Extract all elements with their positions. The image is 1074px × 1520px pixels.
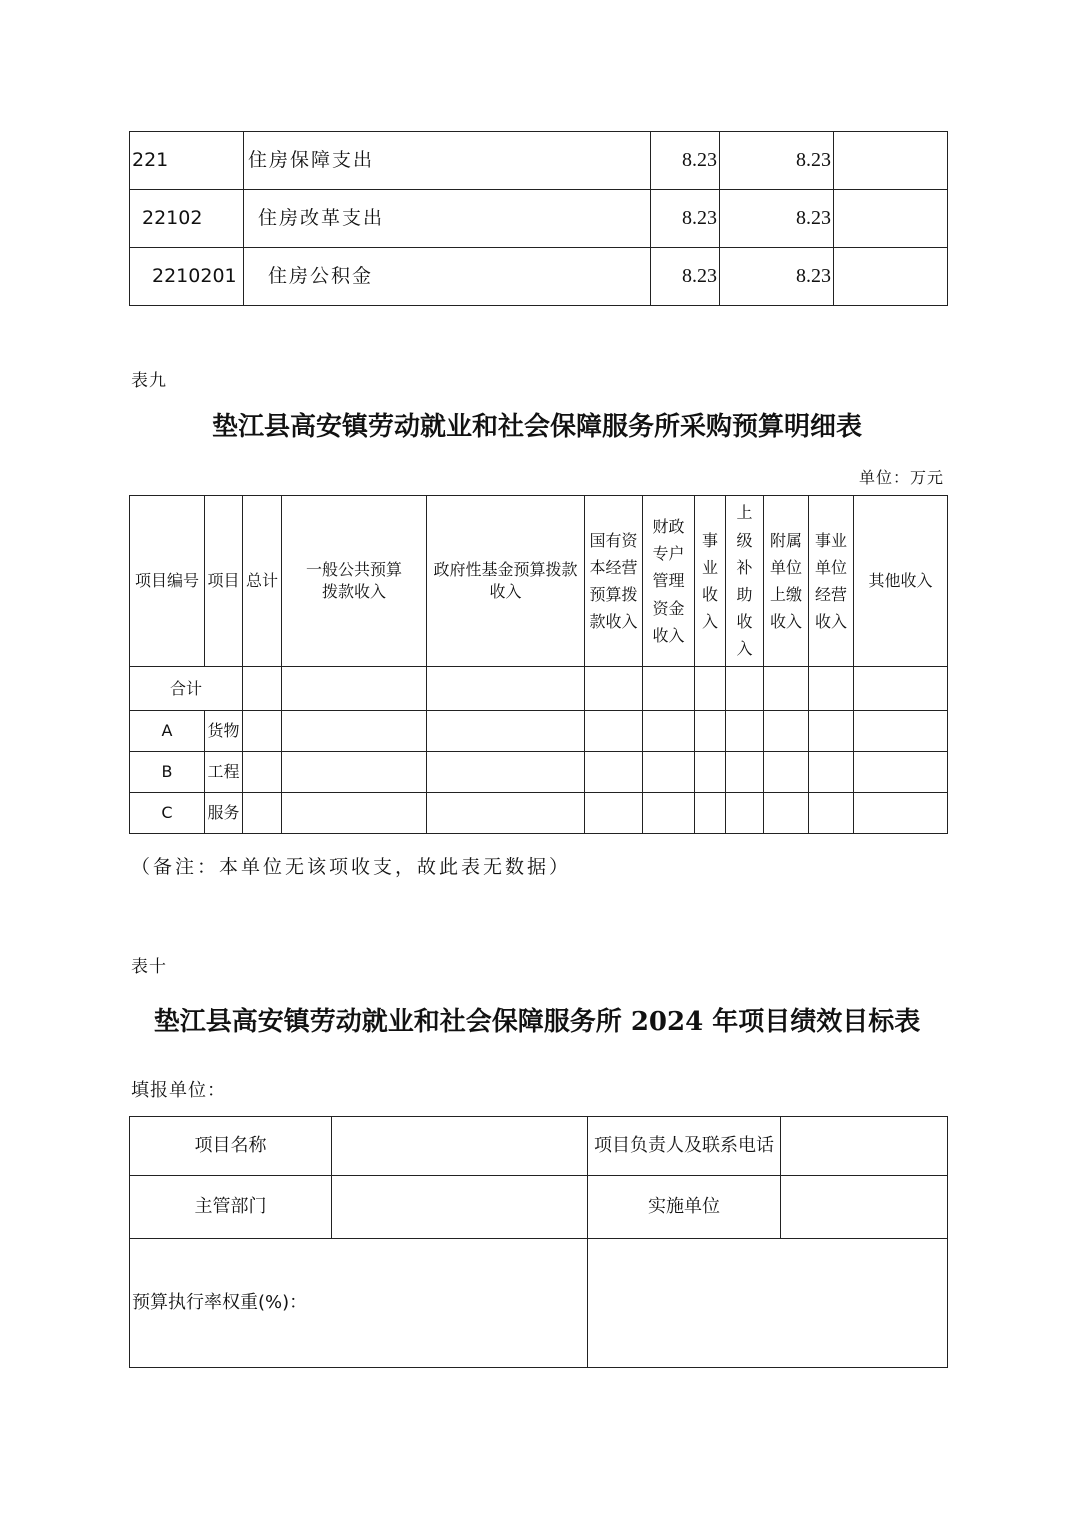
row-name: 服务 (205, 793, 243, 834)
table-row (130, 752, 948, 793)
performance-target-table (129, 1116, 948, 1368)
row-value: 8.23 (651, 248, 720, 306)
table-row (130, 248, 948, 306)
column-header: 政府性基金预算拨款收入 (427, 496, 585, 667)
column-header: 项目编号 (130, 496, 205, 667)
total-label: 合计 (130, 667, 243, 711)
fill-unit-label: 填报单位： (131, 1080, 226, 1101)
total-row (130, 667, 948, 711)
column-header: 事业单位经营收入 (809, 496, 854, 667)
table9-caption: 表九 (131, 371, 167, 391)
row-name: 工程 (205, 752, 243, 793)
table-row (130, 1176, 948, 1239)
row-name: 货物 (205, 711, 243, 752)
header-row (130, 496, 948, 667)
impl-label: 实施单位 (588, 1176, 781, 1239)
dept-label: 主管部门 (130, 1176, 332, 1239)
row-value (834, 248, 948, 306)
contact-label: 项目负责人及联系电话 (588, 1117, 781, 1176)
table-row (130, 1117, 948, 1176)
row-code: 2210201 (130, 248, 244, 306)
row-name: 住房保障支出 (244, 132, 651, 190)
impl-value (781, 1176, 948, 1239)
row-value: 8.23 (651, 132, 720, 190)
row-value: 8.23 (720, 190, 834, 248)
table9-note: （备注：本单位无该项收支，故此表无数据） (131, 856, 572, 878)
row-code: A (130, 711, 205, 752)
project-name-label: 项目名称 (130, 1117, 332, 1176)
row-code: B (130, 752, 205, 793)
table-row (130, 711, 948, 752)
contact-value (781, 1117, 948, 1176)
table10-title: 垫江县高安镇劳动就业和社会保障服务所 2024 年项目绩效目标表 (153, 1007, 921, 1037)
row-value: 8.23 (651, 190, 720, 248)
row-value (834, 190, 948, 248)
row-code: 22102 (130, 190, 244, 248)
column-header: 项目 (205, 496, 243, 667)
column-header: 一般公共预算拨款收入 (282, 496, 427, 667)
table10-caption: 表十 (131, 957, 167, 977)
procurement-budget-table (129, 495, 948, 834)
column-header: 国有资本经营预算拨款收入 (585, 496, 643, 667)
table-row (130, 1239, 948, 1368)
expenditure-table-continued (129, 131, 948, 306)
row-code: C (130, 793, 205, 834)
weight-value (588, 1239, 948, 1368)
weight-label: 预算执行率权重(%)： (130, 1239, 588, 1368)
project-name-value (332, 1117, 588, 1176)
row-value: 8.23 (720, 248, 834, 306)
row-name: 住房公积金 (244, 248, 651, 306)
table9-title: 垫江县高安镇劳动就业和社会保障服务所采购预算明细表 (211, 412, 862, 442)
column-header: 附属单位上缴收入 (764, 496, 809, 667)
dept-value (332, 1176, 588, 1239)
table-row (130, 190, 948, 248)
row-code: 221 (130, 132, 244, 190)
row-value (834, 132, 948, 190)
row-value: 8.23 (720, 132, 834, 190)
row-name: 住房改革支出 (244, 190, 651, 248)
column-header: 事业收入 (695, 496, 726, 667)
table-row (130, 132, 948, 190)
table9-unit: 单位：万元 (858, 468, 944, 487)
column-header: 上级补助收入 (726, 496, 764, 667)
column-header: 其他收入 (854, 496, 948, 667)
column-header: 财政专户管理资金收入 (643, 496, 695, 667)
table-row (130, 793, 948, 834)
column-header: 总计 (243, 496, 282, 667)
